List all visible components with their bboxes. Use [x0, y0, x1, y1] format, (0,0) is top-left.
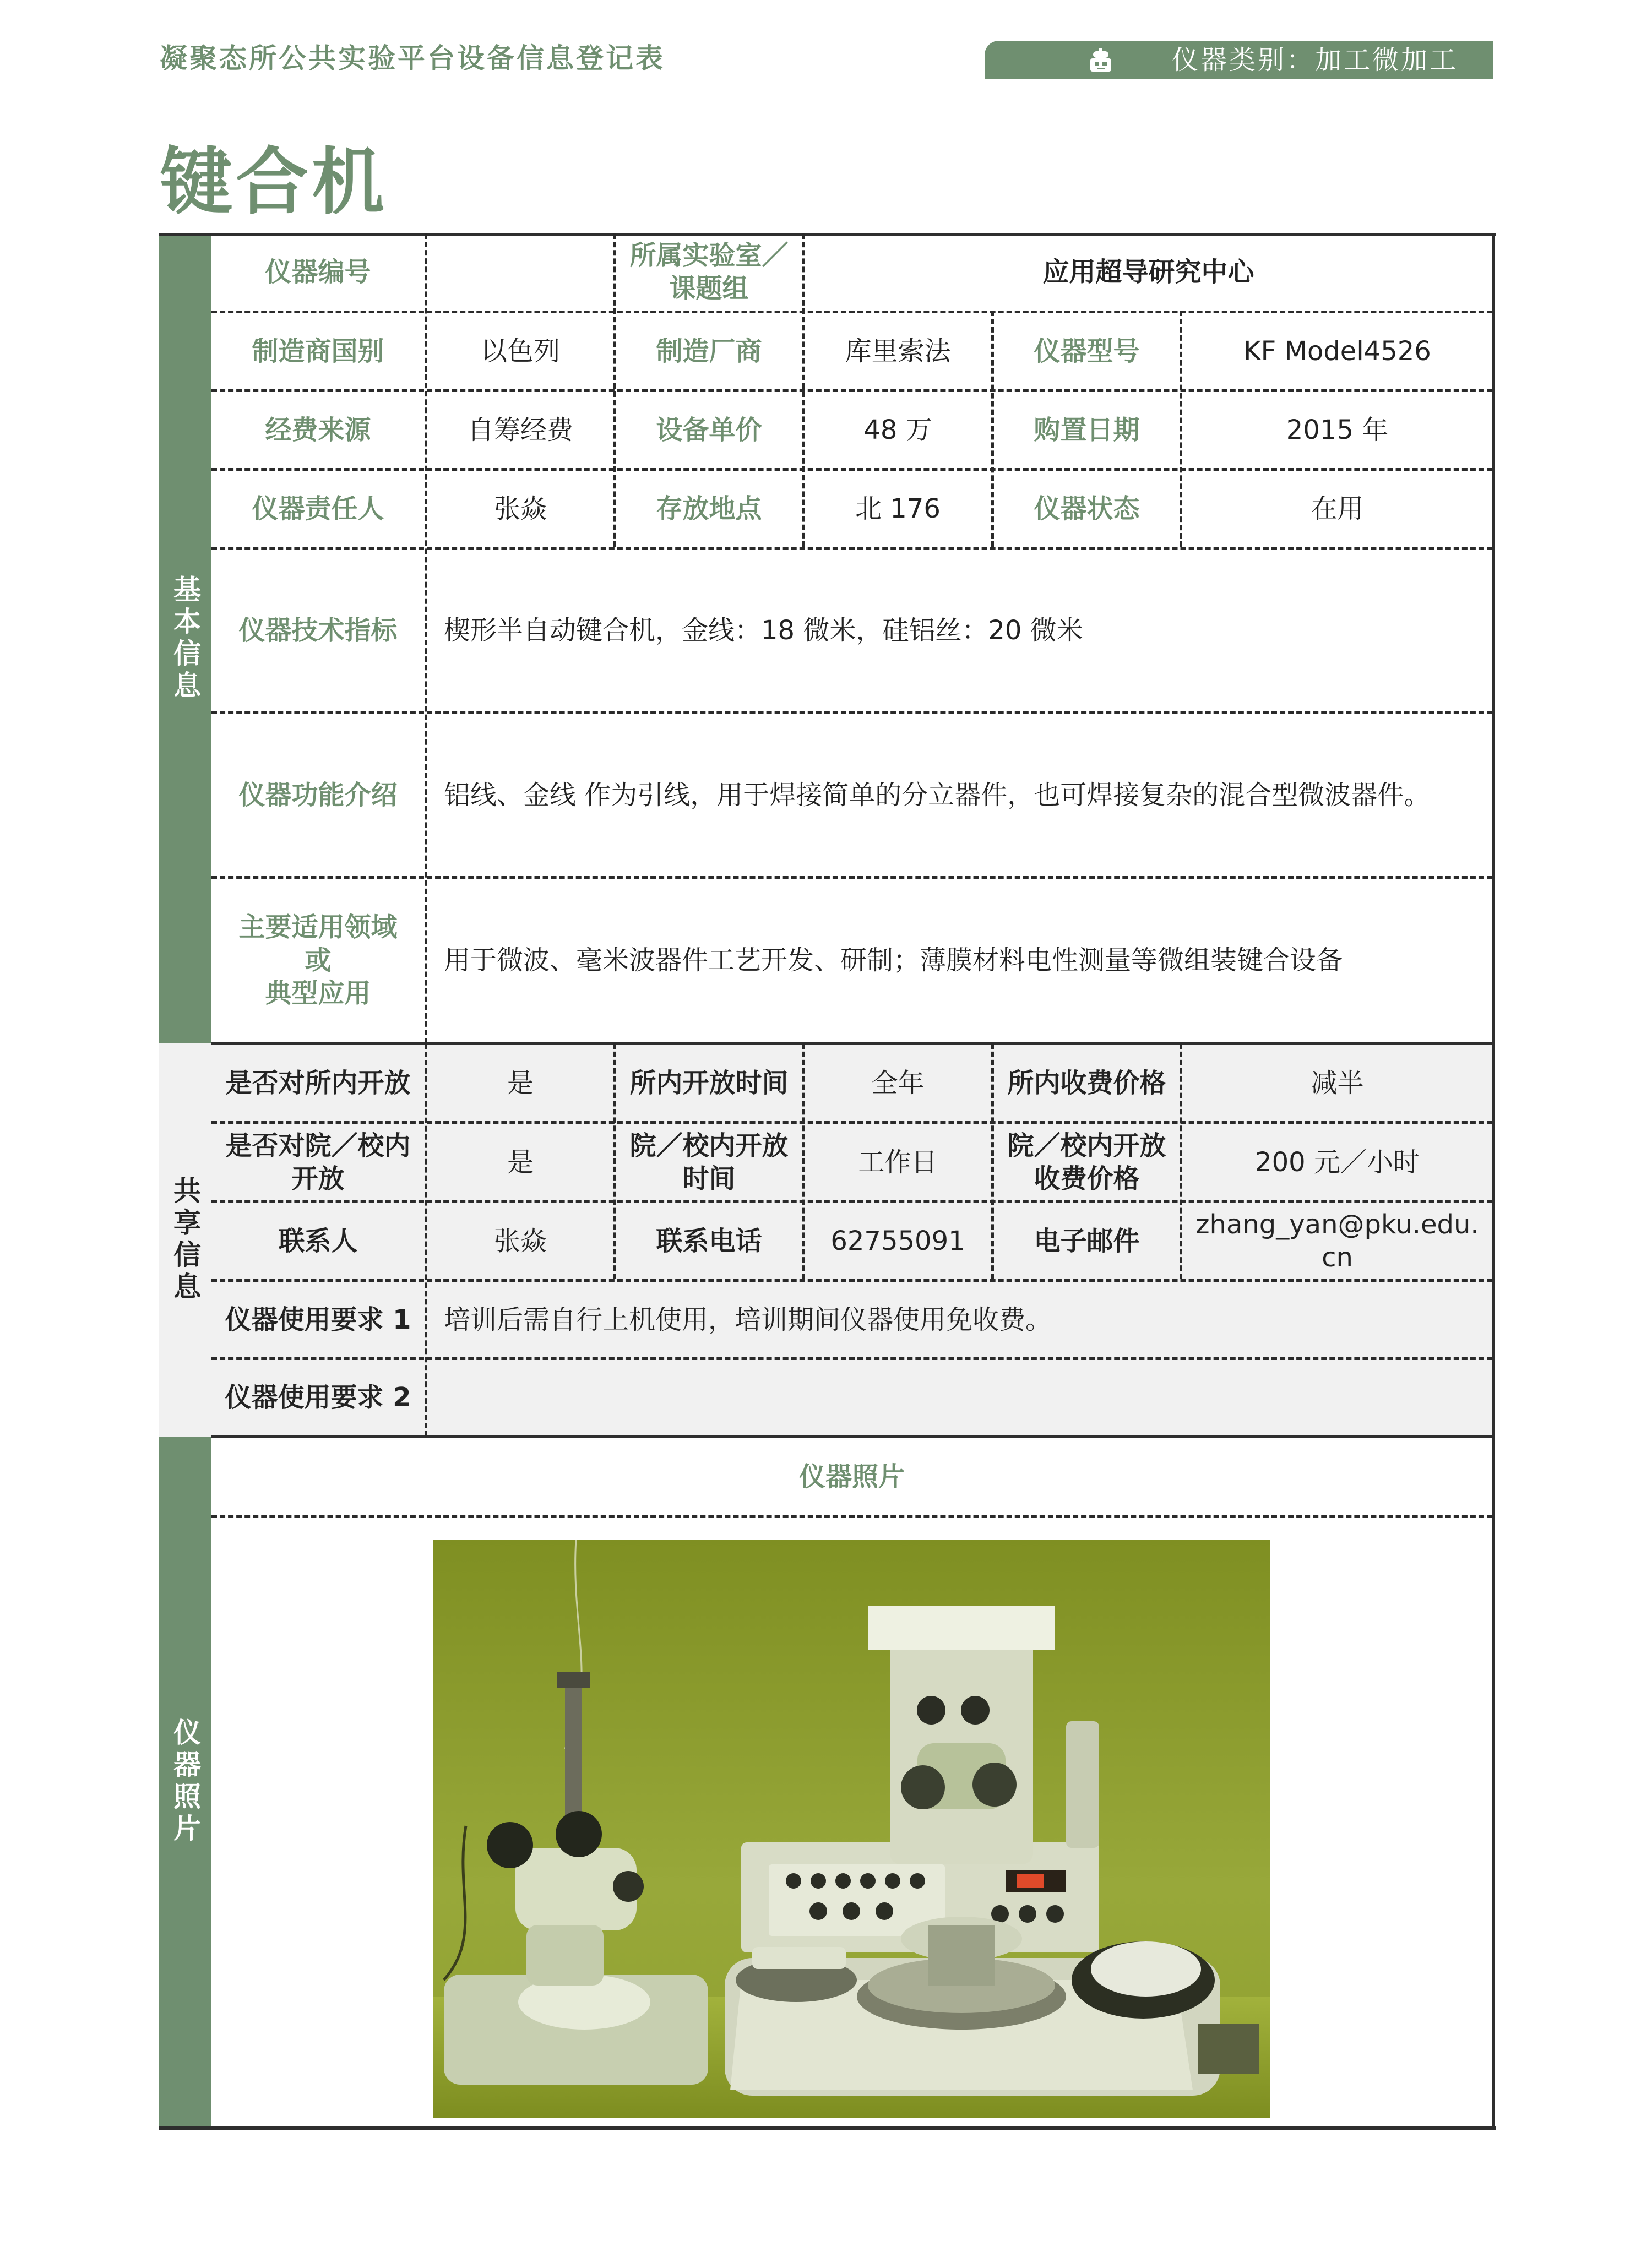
email-value: zhang_yan@pku.edu.cn — [1195, 1209, 1479, 1273]
org-title: 凝聚态所公共实验平台设备信息登记表 — [160, 42, 665, 74]
open-school-label: 是否对院／校内开放 — [225, 1130, 411, 1194]
wire-bonder-image — [433, 1540, 1270, 2118]
section-sharing-label: 共享信息 — [159, 1043, 211, 1437]
application-label-line3: 典型应用 — [265, 978, 371, 1009]
application-label-line2: 或 — [305, 945, 332, 976]
function-label: 仪器功能介绍 — [238, 780, 398, 811]
page-title: 键合机 — [160, 140, 388, 225]
bottom-border — [159, 2126, 1496, 2130]
right-border — [1492, 233, 1495, 2130]
requirement-1-label: 仪器使用要求 1 — [225, 1304, 411, 1335]
application-label-line1: 主要适用领域 — [238, 912, 398, 943]
school-price-label: 院／校内开放收费价格 — [1007, 1130, 1166, 1194]
photo-header: 仪器照片 — [798, 1461, 905, 1492]
application-value: 用于微波、毫米波器件工艺开发、研制；薄膜材料电性测量等微组装键合设备 — [444, 945, 1343, 976]
price-value: 48 万 — [863, 415, 932, 445]
open-inside-value: 是 — [507, 1067, 534, 1098]
spec-label: 仪器技术指标 — [238, 615, 398, 646]
date-value: 2015 年 — [1286, 415, 1389, 445]
country-value: 以色列 — [480, 336, 560, 367]
instrument-no-label: 仪器编号 — [265, 257, 371, 287]
maker-label: 制造厂商 — [656, 336, 762, 367]
location-value: 北 176 — [855, 493, 941, 524]
robot-icon — [1087, 47, 1115, 74]
fund-label: 经费来源 — [265, 415, 371, 445]
application-label — [211, 879, 425, 1042]
instrument-no-value — [427, 233, 613, 311]
inside-price-value: 减半 — [1311, 1067, 1364, 1098]
open-school-value: 是 — [507, 1146, 534, 1178]
email-label: 电子邮件 — [1034, 1226, 1140, 1257]
requirement-2-value — [427, 1360, 1492, 1435]
location-label: 存放地点 — [656, 493, 762, 524]
phone-value: 62755091 — [830, 1226, 965, 1257]
function-value: 铝线、金线 作为引线，用于焊接简单的分立器件，也可焊接复杂的混合型微波器件。 — [444, 780, 1431, 811]
category-text: 仪器类别：加工微加工 — [1172, 45, 1459, 75]
requirement-1-value: 培训后需自行上机使用，培训期间仪器使用免收费。 — [444, 1304, 1052, 1335]
instrument-photo — [433, 1540, 1270, 2118]
inside-time-label: 所内开放时间 — [629, 1067, 789, 1098]
phone-label: 联系电话 — [656, 1226, 762, 1257]
section-basic-label: 基本信息 — [159, 233, 211, 1043]
section-photo-label: 仪器照片 — [159, 1437, 211, 2126]
school-time-label: 院／校内开放时间 — [629, 1130, 789, 1194]
model-value: KF Model4526 — [1243, 336, 1431, 367]
status-value: 在用 — [1311, 493, 1364, 524]
country-label: 制造商国别 — [252, 336, 384, 367]
status-label: 仪器状态 — [1034, 493, 1140, 524]
lab-value: 应用超导研究中心 — [1042, 257, 1254, 287]
spec-value: 楔形半自动键合机，金线：18 微米，硅铝丝：20 微米 — [444, 615, 1083, 646]
school-time-value: 工作日 — [858, 1146, 938, 1178]
maker-value: 库里索法 — [845, 336, 951, 367]
lab-label: 所属实验室／课题组 — [629, 240, 789, 304]
contact-label: 联系人 — [278, 1226, 358, 1257]
category-badge — [985, 41, 1493, 79]
owner-value: 张焱 — [493, 493, 547, 524]
requirement-2-label: 仪器使用要求 2 — [225, 1382, 411, 1413]
open-inside-label: 是否对所内开放 — [225, 1067, 411, 1098]
contact-value: 张焱 — [493, 1226, 547, 1257]
model-label: 仪器型号 — [1034, 336, 1140, 367]
inside-price-label: 所内收费价格 — [1007, 1067, 1166, 1098]
fund-value: 自筹经费 — [467, 415, 573, 445]
school-price-value: 200 元／小时 — [1255, 1146, 1420, 1178]
owner-label: 仪器责任人 — [252, 493, 384, 524]
inside-time-value: 全年 — [871, 1067, 925, 1098]
price-label: 设备单价 — [656, 415, 762, 445]
date-label: 购置日期 — [1034, 415, 1140, 445]
